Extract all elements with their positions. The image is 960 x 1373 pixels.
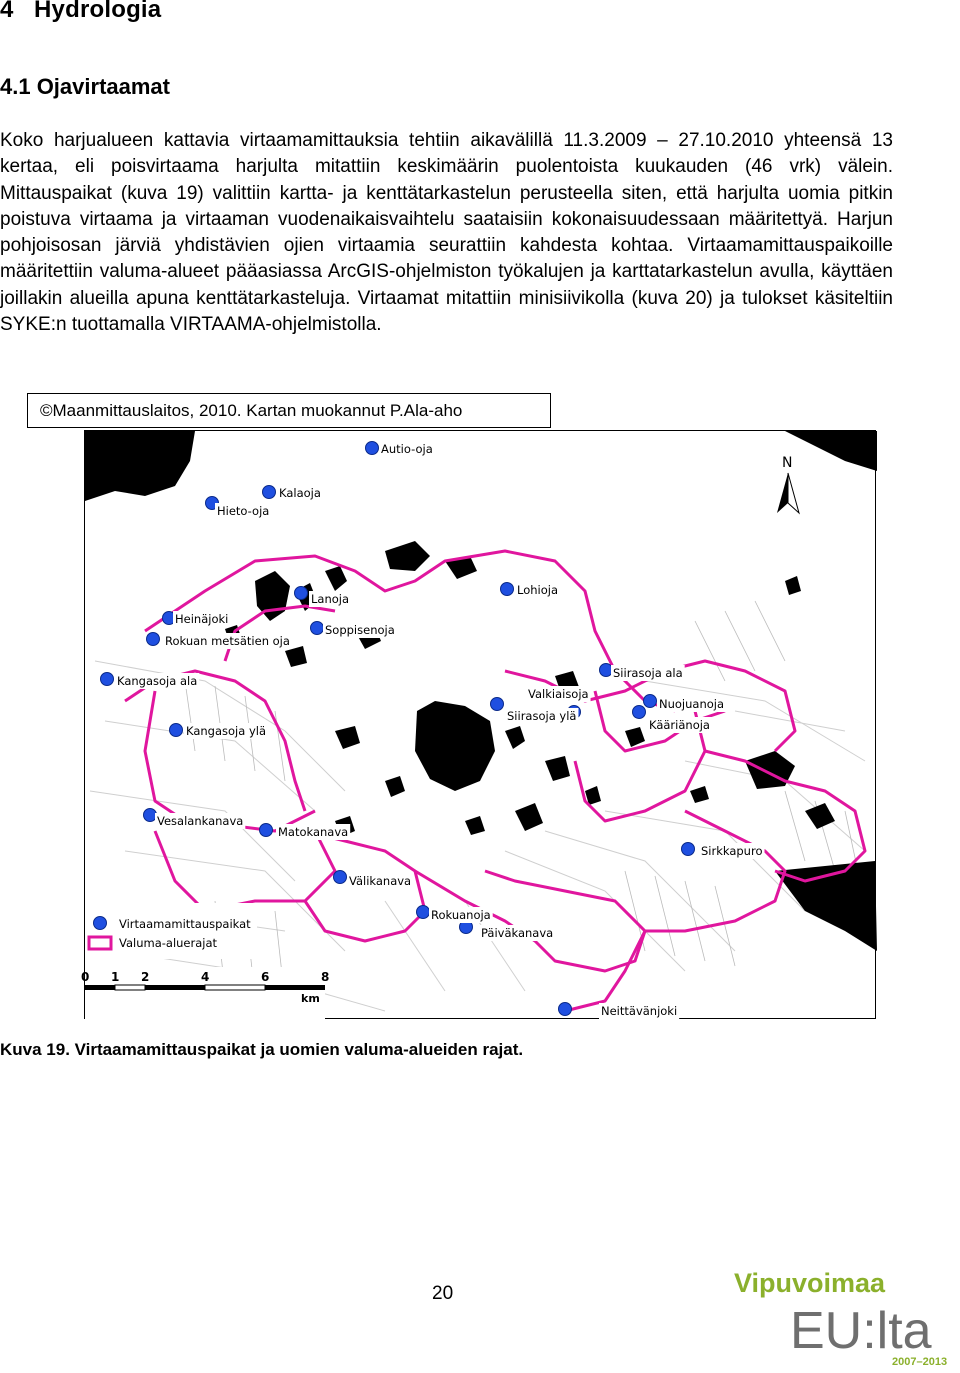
site-marker-lanoja <box>295 587 308 600</box>
site-label: Heinäjoki <box>175 612 229 626</box>
site-label: Autio-oja <box>381 442 433 456</box>
site-marker-sirkkapuro <box>682 843 695 856</box>
north-arrow <box>777 455 799 513</box>
site-marker-vesalankanava <box>144 809 157 822</box>
site-marker-rokuan-metsatien-oja <box>147 633 160 646</box>
chapter-heading <box>0 0 161 24</box>
site-label: Nuojuanoja <box>659 697 725 711</box>
section-heading: 4.1 Ojavirtaamat <box>0 74 170 99</box>
site-label: Lohioja <box>517 583 559 597</box>
site-label: Kalaoja <box>279 486 321 500</box>
north-arrow-icon <box>777 473 788 513</box>
logo-line2: EU:lta <box>790 1302 932 1360</box>
site-marker-valikanava <box>334 871 347 884</box>
legend-point-icon <box>94 917 107 930</box>
paragraph-text: Koko harjualueen kattavia virtaamamittauksia tehtiin aikavälillä 11.3.2009 – 27.10.2010 yhteensä 13 kertaa, eli poisvirtaama harjulta mitattiin keskimäärin puolentoista kuukauden (46 vrk) välein. Mittauspaikat (kuva 19) valittiin kartta- ja kenttätarkastelun perusteella siten, että harjulta uomia pitkin poistuva virtaama ja virtaaman vuodenaikaisvaihtelu saataisiin kokonaisuudessaan määritettyä. Harjun pohjoisosan järviä yhdistävien ojien virtaamia seurattiin kahdesta kohtaa. Virtaamamittauspaikoille määritettiin valuma-alueet pääasiassa ArcGIS-ohjelmiston työkalujen ja karttatarkastelun avulla, käyttäen joillakin alueilla apuna kenttätarkasteluja. Virtaamat mitattiin minisiivikolla (kuva 20) ja tulokset käsiteltiin SYKE:n tuottamalla VIRTAAMA-ohjelmistolla. <box>0 130 893 336</box>
site-label: Matokanava <box>278 825 349 839</box>
logo-years: 2007–2013 <box>892 1356 948 1368</box>
chapter-number: 4 <box>0 0 14 23</box>
site-label: Kääriänoja <box>649 718 710 732</box>
scale-tick: 0 <box>81 970 90 984</box>
site-label: Siirasoja ylä <box>507 709 577 723</box>
site-marker-lohioja <box>501 583 514 596</box>
scale-tick: 6 <box>261 970 270 984</box>
map-legend <box>85 903 257 959</box>
site-marker-siirasoja-yla <box>491 698 504 711</box>
legend-points-label: Virtaamamittauspaikat <box>119 917 251 931</box>
site-label: Hieto-oja <box>217 504 270 518</box>
water-bodies <box>85 431 877 951</box>
body-paragraph <box>0 128 893 338</box>
site-label: Valkiaisoja <box>528 687 589 701</box>
map-credit: ©Maanmittauslaitos, 2010. Kartan muokannut P.Ala-aho <box>27 393 551 428</box>
site-marker-soppisenoja <box>311 622 324 635</box>
page-number: 20 <box>432 1283 454 1304</box>
site-marker-rokuanoja <box>417 906 430 919</box>
legend-areas-label: Valuma-aluerajat <box>119 936 218 950</box>
site-marker-kangasoja-yla <box>170 724 183 737</box>
site-label: Sirkkapuro <box>701 844 763 858</box>
figure-caption: Kuva 19. Virtaamamittauspaikat ja uomien valuma-alueiden rajat. <box>0 1040 524 1059</box>
scale-unit: km <box>301 992 320 1005</box>
chapter-title: Hydrologia <box>34 0 162 23</box>
site-marker-kalaoja <box>263 486 276 499</box>
site-marker-matokanava <box>260 824 273 837</box>
catchment-map <box>81 430 876 1019</box>
site-label: Päiväkanava <box>481 926 554 940</box>
site-label: Kangasoja ylä <box>186 724 266 738</box>
site-label: Välikanava <box>349 874 412 888</box>
site-marker-nuojuanoja <box>644 695 657 708</box>
site-label: Rokuanoja <box>431 908 491 922</box>
site-marker-siirasoja-ala <box>600 664 613 677</box>
scale-tick: 8 <box>321 970 330 984</box>
site-label: Neittävänjoki <box>601 1004 678 1018</box>
site-label: Kangasoja ala <box>117 674 198 688</box>
scale-bar <box>81 967 329 1019</box>
map-svg <box>81 431 877 1020</box>
site-label: Rokuan metsätien oja <box>165 634 290 648</box>
scale-tick: 2 <box>141 970 150 984</box>
site-marker-neittavanjoki <box>559 1003 572 1016</box>
site-marker-kaarianoja <box>633 706 646 719</box>
scale-tick: 4 <box>201 970 210 984</box>
site-label: Soppisenoja <box>325 623 395 637</box>
eu-logo <box>726 1262 960 1368</box>
north-label: N <box>782 455 793 471</box>
site-marker-kangasoja-ala <box>101 673 114 686</box>
site-marker-autio-oja <box>366 442 379 455</box>
site-label: Vesalankanava <box>157 814 244 828</box>
site-label: Lanoja <box>311 592 350 606</box>
logo-line1: Vipuvoimaa <box>734 1268 886 1298</box>
site-label: Siirasoja ala <box>613 666 683 680</box>
scale-tick: 1 <box>111 970 120 984</box>
